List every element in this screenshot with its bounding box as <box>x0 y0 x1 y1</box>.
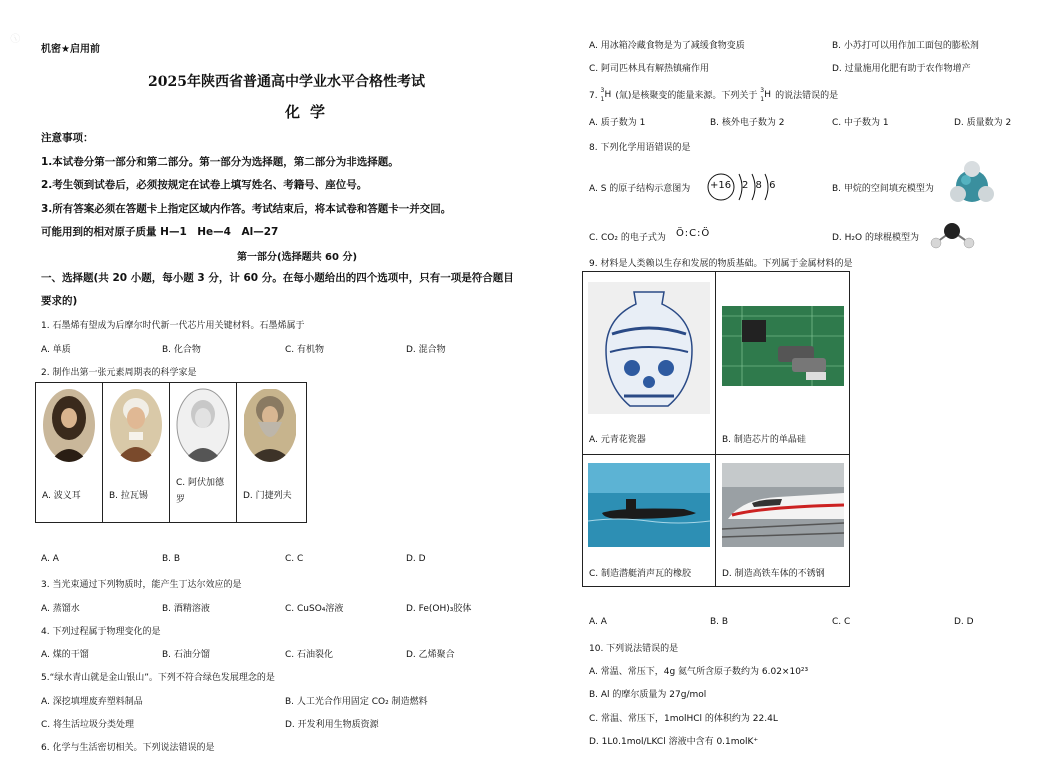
question-stem: 4. 下列过程属于物理变化的是 <box>41 627 161 637</box>
stem-part: (氚)是核聚变的能量来源。下列关于 <box>615 91 758 101</box>
methane-model-icon <box>948 160 996 208</box>
materials-table <box>582 271 850 587</box>
exam-title: 2025年陕西省普通高中学业水平合格性考试 <box>148 74 425 90</box>
answer-a: A. A <box>41 554 59 564</box>
notice-item: 1.本试卷分第一部分和第二部分。第一部分为选择题，第二部分为非选择题。 <box>41 156 399 168</box>
watermark: ⓘ <box>8 32 23 47</box>
mass-number: 3 <box>600 86 605 94</box>
option-a: A. 用冰箱冷藏食物是为了减缓食物变质 <box>589 41 745 51</box>
question-stem: 3. 当光束通过下列物质时，能产生丁达尔效应的是 <box>41 580 242 590</box>
scientist-cell <box>170 383 237 522</box>
option-d: D. 开发利用生物质资源 <box>285 720 379 730</box>
option-c: C. 有机物 <box>285 345 325 355</box>
portrait-image <box>109 388 163 462</box>
option-b: B. 核外电子数为 2 <box>710 118 785 128</box>
scientist-label: D. 门捷列夫 <box>243 491 292 501</box>
answer-b: B. B <box>162 554 181 564</box>
co2-electron-formula: Ö:C:Ö <box>676 228 711 239</box>
material-label: A. 元青花瓷器 <box>589 435 646 445</box>
option-c: C. 中子数为 1 <box>832 118 889 128</box>
material-label: C. 制造潜艇消声瓦的橡胶 <box>589 569 692 579</box>
nuclide-symbol <box>760 86 772 103</box>
option-b: B. 酒精溶液 <box>162 604 210 614</box>
stem-part: 7. <box>589 91 598 101</box>
option-b: B. 化合物 <box>162 345 201 355</box>
option-c: C. 石油裂化 <box>285 650 334 660</box>
silicon-chip-image <box>722 306 844 386</box>
option-d: D. 混合物 <box>406 345 446 355</box>
table-divider <box>583 454 849 455</box>
option-b: B. 小苏打可以用作加工面包的膨松剂 <box>832 41 979 51</box>
part-heading: 第一部分(选择题共 60 分) <box>237 252 358 263</box>
element-symbol: H <box>604 89 612 100</box>
atomic-number: 1 <box>760 95 765 103</box>
section-instruction-cont: 要求的) <box>41 295 78 307</box>
option-b: B. Al 的摩尔质量为 27g/mol <box>589 690 707 700</box>
option-b: B. 甲烷的空间填充模型为 <box>832 184 934 194</box>
question-stem: 5.“绿水青山就是金山银山”。下列不符合绿色发展理念的是 <box>41 673 275 683</box>
question-stem: 6. 化学与生活密切相关。下列说法错误的是 <box>41 743 215 753</box>
option-a: A. 单质 <box>41 345 71 355</box>
answer-c: C. C <box>285 554 304 564</box>
option-d: D. Fe(OH)₃胶体 <box>406 604 472 614</box>
nuclide-symbol <box>600 86 612 103</box>
high-speed-train-image <box>722 463 844 547</box>
option-d: D. 乙烯聚合 <box>406 650 455 660</box>
question-stem: 1. 石墨烯有望成为后摩尔时代新一代芯片用关键材料。石墨烯属于 <box>41 321 305 331</box>
material-label: B. 制造芯片的单晶硅 <box>722 435 806 445</box>
option-c: C. CuSO₄溶液 <box>285 604 344 614</box>
option-c: C. 将生活垃圾分类处理 <box>41 720 135 730</box>
answer-c: C. C <box>832 617 851 627</box>
water-ball-stick-icon <box>928 220 976 250</box>
scientist-cell <box>237 383 306 522</box>
option-d: D. 1L0.1mol/LKCl 溶液中含有 0.1molK⁺ <box>589 737 759 747</box>
option-d: D. 质量数为 2 <box>954 118 1012 128</box>
option-a: A. 深挖填埋废弃塑料制品 <box>41 697 143 707</box>
subject-title: 化学 <box>285 103 336 121</box>
option-a: A. S 的原子结构示意图为 <box>589 184 691 194</box>
portrait-image <box>176 388 230 462</box>
stem-part: 的说法错误的是 <box>775 91 839 101</box>
portrait-image <box>42 388 96 462</box>
scientist-label: B. 拉瓦锡 <box>109 491 148 501</box>
porcelain-vase-image <box>588 282 710 414</box>
question-stem: 10. 下列说法错误的是 <box>589 644 679 654</box>
atomic-mass-line: 可能用到的相对原子质量 H—1 He—4 Al—27 <box>41 226 279 238</box>
nucleus-charge: +16 <box>710 180 732 191</box>
notice-heading: 注意事项： <box>41 132 94 144</box>
answer-d: D. D <box>406 554 426 564</box>
mass-number: 3 <box>760 86 765 94</box>
question-stem: 2. 制作出第一张元素周期表的科学家是 <box>41 368 197 378</box>
question-stem: 8. 下列化学用语错误的是 <box>589 143 691 153</box>
option-d: D. H₂O 的球棍模型为 <box>832 233 919 243</box>
atomic-number: 1 <box>600 95 605 103</box>
table-divider <box>715 272 716 586</box>
scientist-cell <box>103 383 170 522</box>
scientist-label: C. 阿伏加德罗 <box>176 478 225 505</box>
element-symbol: H <box>764 89 772 100</box>
notice-item: 3.所有答案必须在答题卡上指定区域内作答。考试结束后，将本试卷和答题卡一并交回。 <box>41 203 452 215</box>
option-a: A. 煤的干馏 <box>41 650 89 660</box>
question-stem <box>589 88 838 102</box>
section-instruction: 一、选择题(共 20 小题，每小题 3 分，计 60 分。在每小题给出的四个选项中，只有一项是符合题目 <box>41 272 514 284</box>
answer-a: A. A <box>589 617 607 627</box>
option-b: B. 石油分馏 <box>162 650 210 660</box>
notice-item: 2.考生领到试卷后，必须按规定在试卷上填写姓名、考籍号、座位号。 <box>41 179 368 191</box>
scientist-cell <box>36 383 103 522</box>
option-d: D. 过量施用化肥有助于农作物增产 <box>832 64 971 74</box>
submarine-image <box>588 463 710 547</box>
answer-b: B. B <box>710 617 729 627</box>
option-a: A. 常温、常压下，4g 氦气所含原子数约为 6.02×10²³ <box>589 667 809 677</box>
option-a: A. 蒸馏水 <box>41 604 80 614</box>
material-label: D. 制造高铁车体的不锈钢 <box>722 569 825 579</box>
option-c: C. 阿司匹林具有解热镇痛作用 <box>589 64 710 74</box>
option-c: C. CO₂ 的电子式为 <box>589 233 666 243</box>
scientist-table <box>35 382 307 523</box>
electron-shells: 2 8 6 <box>742 180 778 191</box>
portrait-image <box>243 388 297 462</box>
question-stem: 9. 材料是人类赖以生存和发展的物质基础。下列属于金属材料的是 <box>589 259 853 269</box>
secret-label: 机密★启用前 <box>41 44 100 55</box>
option-b: B. 人工光合作用固定 CO₂ 制造燃料 <box>285 697 428 707</box>
option-c: C. 常温、常压下，1molHCl 的体积约为 22.4L <box>589 714 778 724</box>
scientist-label: A. 波义耳 <box>42 491 81 501</box>
answer-d: D. D <box>954 617 974 627</box>
option-a: A. 质子数为 1 <box>589 118 646 128</box>
